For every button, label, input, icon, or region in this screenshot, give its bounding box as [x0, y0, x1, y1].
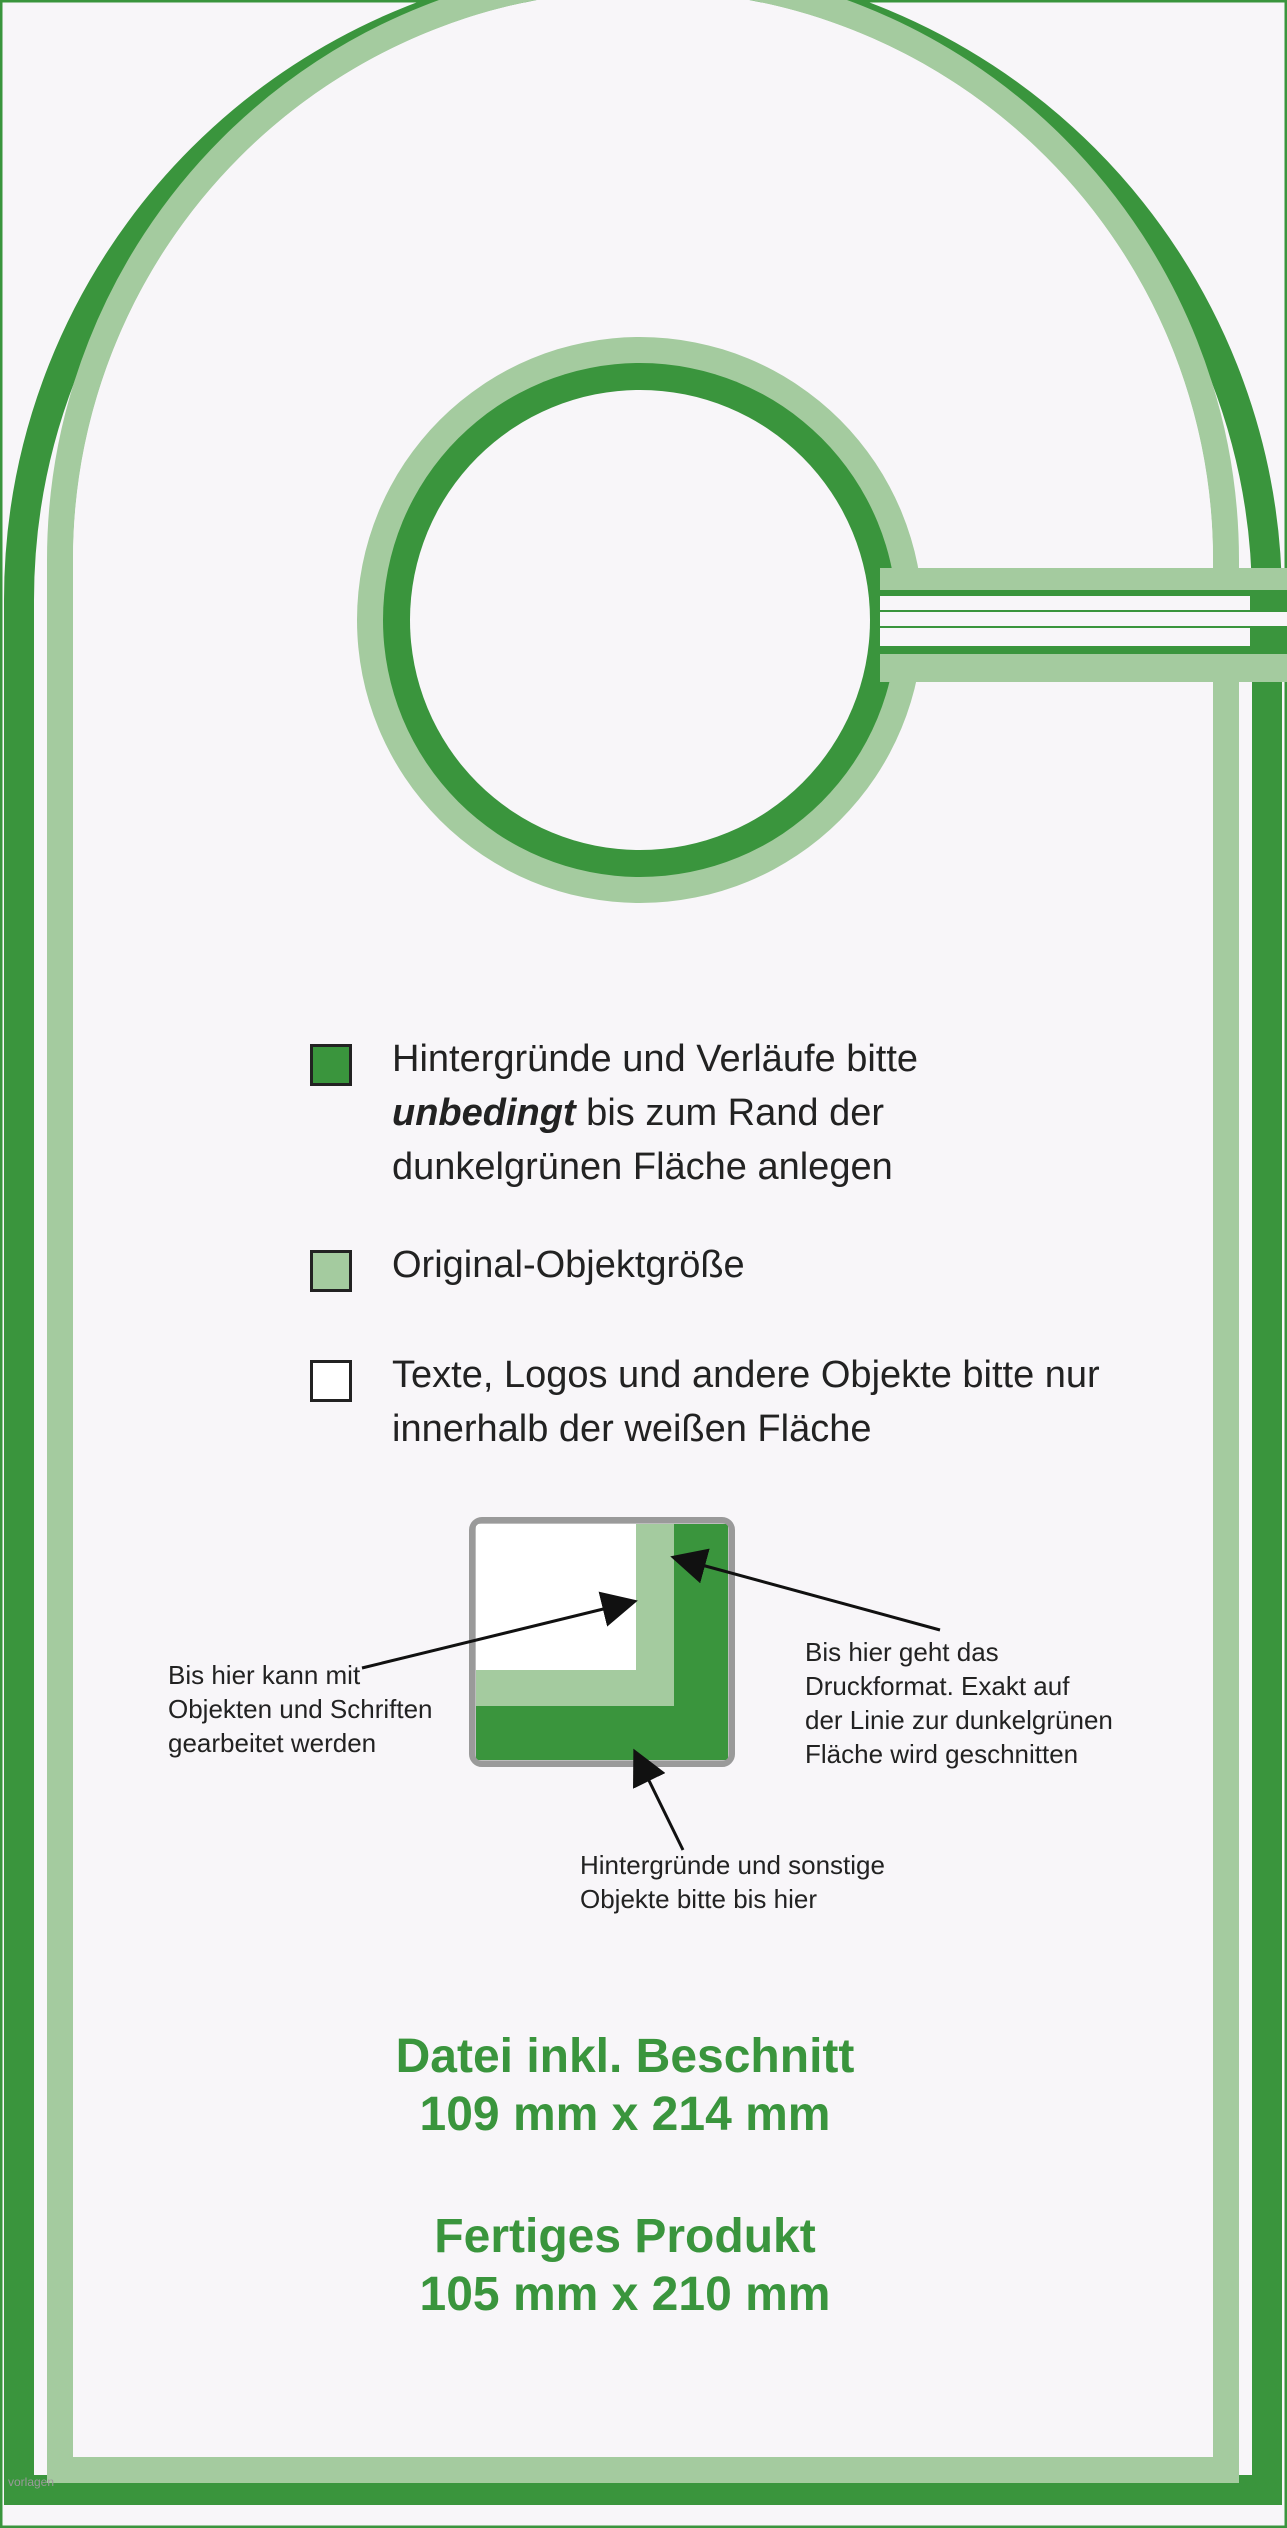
- legend-bleed-line1: Hintergründe und Verläufe bitte: [392, 1038, 919, 1080]
- light-green-swatch: [310, 1250, 352, 1292]
- legend-bleed-line2-rest: bis zum Rand der: [575, 1092, 884, 1134]
- legend-safe-line1: Texte, Logos und andere Objekte bitte nur: [392, 1354, 1100, 1396]
- legend-item-safe: [310, 1348, 1100, 1456]
- spec-final-label: Fertiges Produkt: [434, 2210, 816, 2263]
- spec-final: [0, 2208, 1250, 2324]
- slit-gap-top: [880, 596, 1250, 610]
- note-trim-line: Bis hier geht das Druckformat. Exakt auf der Linie zur dunkelgrünen Fläche wird geschnitten: [805, 1637, 1113, 1769]
- spec-file: [0, 2028, 1250, 2144]
- white-swatch: [310, 1360, 352, 1402]
- legend-safe-line2: innerhalb der weißen Fläche: [392, 1408, 872, 1450]
- note-safe-area: Bis hier kann mit Objekten und Schriften gearbeitet werden: [168, 1660, 433, 1758]
- slit-light-bottom: [880, 652, 1287, 682]
- emphasis-text: unbedingt: [392, 1092, 576, 1134]
- note-bleed: Hintergründe und sonstige Objekte bitte bis hier: [580, 1850, 885, 1914]
- legend-trim-text: Original-Objektgröße: [392, 1244, 745, 1286]
- slit-cut: [880, 612, 1287, 626]
- legend-text-safe: [392, 1348, 1100, 1456]
- spec-file-label: Datei inkl. Beschnitt: [395, 2030, 855, 2083]
- detail-box: [472, 1520, 732, 1764]
- legend-text-bleed: [392, 1032, 918, 1194]
- legend-bleed-line3: dunkelgrünen Fläche anlegen: [392, 1146, 893, 1188]
- dark-green-swatch: [310, 1044, 352, 1086]
- spec-file-size: 109 mm x 214 mm: [419, 2088, 831, 2141]
- legend-item-bleed: [310, 1032, 918, 1194]
- watermark: vorlagen: [8, 2475, 55, 2489]
- legend-bleed-line2: [392, 1086, 918, 1140]
- legend-item-trim: [310, 1238, 745, 1292]
- spec-final-size: 105 mm x 210 mm: [419, 2268, 831, 2321]
- slit-gap-bottom: [880, 628, 1250, 646]
- hole-center: [410, 390, 870, 850]
